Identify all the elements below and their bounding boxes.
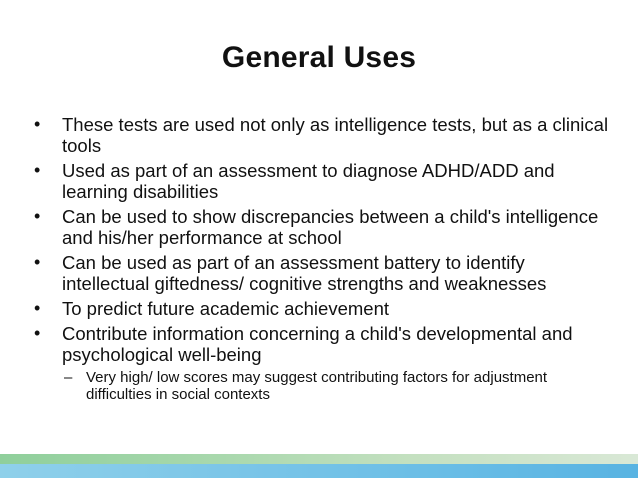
bullet-marker: • (34, 323, 41, 343)
bullet-text: Contribute information concerning a child's developmental and psychological well-being (62, 323, 573, 365)
bullet-item (34, 323, 614, 365)
sub-bullet-marker: – (64, 369, 73, 386)
bullet-item (34, 114, 614, 156)
bullet-item (34, 252, 614, 294)
bullet-list (34, 114, 614, 403)
bullet-text: Can be used as part of an assessment battery to identify intellectual giftedness/ cognitive strengths and weaknesses (62, 252, 547, 294)
slide-title: General Uses (221, 41, 417, 74)
bullet-marker: • (34, 252, 41, 272)
bullet-marker: • (34, 114, 41, 134)
bullet-item (34, 206, 614, 248)
bullet-item (34, 298, 614, 319)
bullet-item (34, 160, 614, 202)
bullet-text: These tests are used not only as intelligence tests, but as a clinical tools (62, 114, 609, 156)
sub-bullet-text: Very high/ low scores may suggest contributing factors for adjustment difficulties in social contexts (86, 369, 548, 403)
bullet-text: To predict future academic achievement (62, 298, 390, 319)
bullet-marker: • (34, 298, 41, 318)
bullet-marker: • (34, 160, 41, 180)
bullet-text: Can be used to show discrepancies between a child's intelligence and his/her performance at school (62, 206, 599, 248)
bullet-marker: • (34, 206, 41, 226)
footer-band-green (0, 454, 638, 464)
sub-bullet-item (64, 369, 614, 403)
footer-band-blue (0, 464, 638, 478)
bullet-text: Used as part of an assessment to diagnose ADHD/ADD and learning disabilities (62, 160, 555, 202)
